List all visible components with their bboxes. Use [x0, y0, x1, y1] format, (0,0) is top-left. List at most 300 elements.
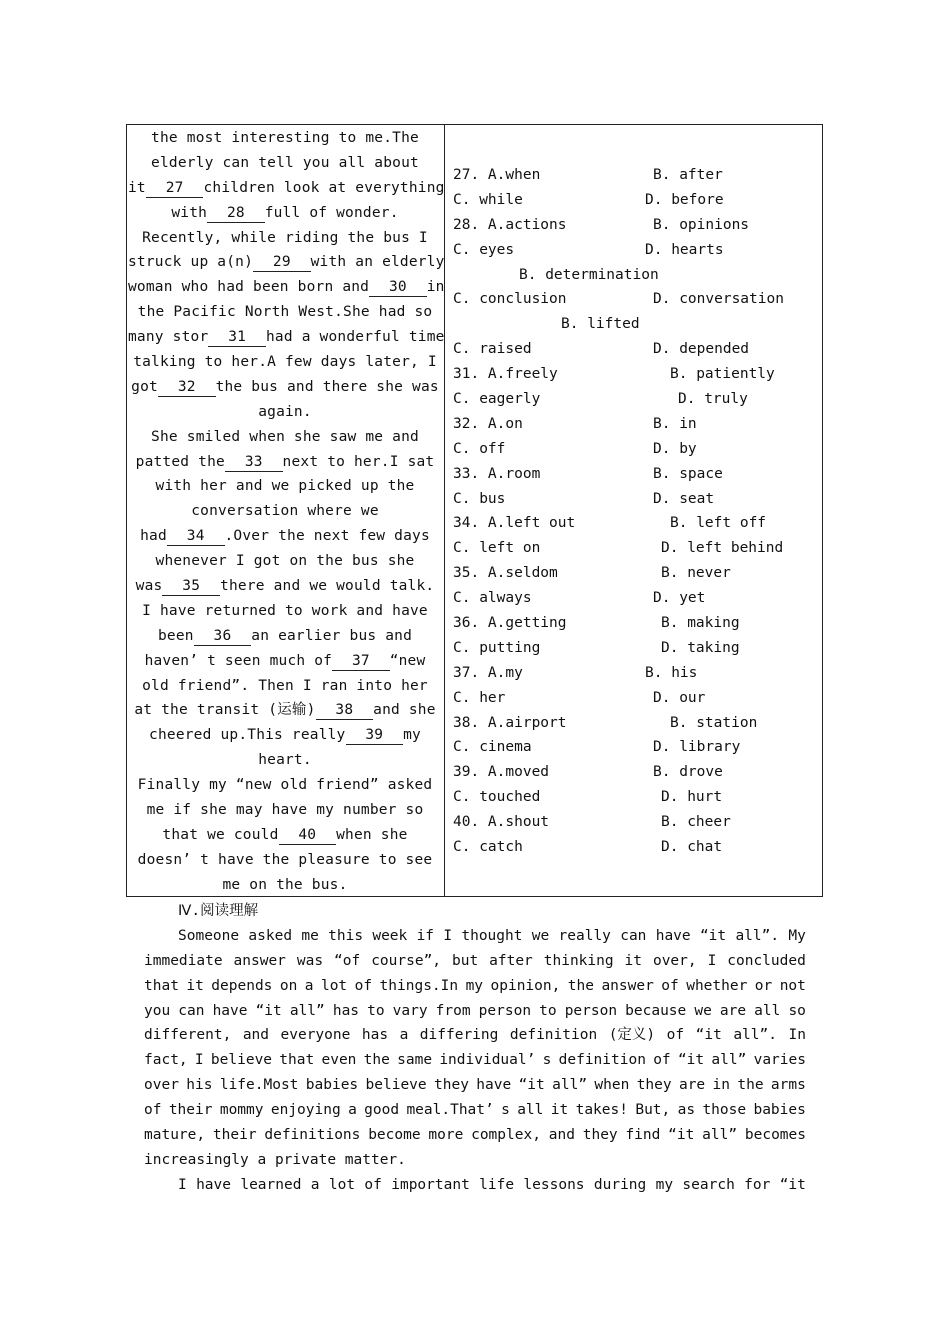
option-a: 31. A.freely: [453, 366, 558, 383]
word: that: [144, 977, 179, 994]
word: we: [694, 1002, 712, 1019]
column-divider: [444, 124, 445, 897]
word: I: [178, 1176, 187, 1193]
word: from: [435, 1002, 471, 1019]
word: after: [489, 952, 533, 969]
blank-number: 36: [195, 627, 250, 644]
passage-line: Finally my “new old friend” asked: [137, 777, 433, 794]
word: can: [620, 927, 647, 944]
word: answer: [601, 977, 654, 994]
option-a: 35. A.seldom: [453, 565, 558, 582]
line-text: struck up a(n): [128, 254, 254, 271]
line-text: was: [135, 578, 163, 595]
word: I: [443, 927, 453, 944]
word: all: [754, 1002, 781, 1019]
option-a: C. putting: [453, 639, 541, 656]
line-text: my: [403, 727, 421, 744]
option-a: C. her: [453, 689, 506, 706]
option-a: 38. A.airport: [453, 714, 567, 731]
word: on: [279, 977, 298, 994]
word: not: [779, 977, 806, 994]
word: of: [653, 1052, 671, 1069]
passage-line: with her and we picked up the: [155, 478, 415, 495]
option-a: C. catch: [453, 839, 523, 856]
option-row: [453, 437, 818, 462]
passage-line: [128, 250, 445, 275]
word: but: [451, 952, 479, 969]
word: over: [144, 1077, 179, 1094]
line-text: cheered up.This really: [149, 727, 346, 744]
word: of: [666, 1027, 685, 1044]
option-row: [453, 462, 818, 487]
word: all”.: [735, 927, 780, 944]
word: my: [655, 1176, 674, 1193]
word: definition: [509, 1027, 598, 1044]
word: answer: [233, 952, 286, 969]
word: even: [321, 1052, 357, 1069]
passage-line: again.: [258, 403, 312, 420]
word: search: [682, 1176, 735, 1193]
word: we: [531, 927, 550, 944]
word: it: [550, 1102, 569, 1119]
reading-line: [144, 924, 806, 949]
word: it: [186, 977, 204, 994]
word: “of: [334, 952, 361, 969]
word: a: [310, 1176, 320, 1193]
word: of: [364, 1176, 382, 1193]
option-a: 28. A.actions: [453, 216, 567, 233]
word: thinking: [543, 952, 614, 969]
word: has: [332, 1002, 360, 1019]
word: “it: [677, 1052, 705, 1069]
word: during: [593, 1176, 647, 1193]
word: those: [702, 1102, 747, 1119]
option-a: C. while: [453, 191, 523, 208]
option-a: C. left on: [453, 540, 541, 557]
option-row: [453, 287, 818, 312]
word: my: [465, 977, 484, 994]
blank-number: 34: [168, 528, 223, 545]
option-b: D. taking: [661, 639, 740, 656]
word: for: [744, 1176, 771, 1193]
line-text: that we could: [162, 826, 279, 843]
option-a: 37. A.my: [453, 664, 523, 681]
line-text: with an elderly: [310, 254, 445, 271]
option-row: [453, 188, 818, 213]
word: really: [558, 927, 611, 944]
passage-line: [128, 698, 442, 723]
option-row: [453, 263, 818, 288]
option-row: [453, 387, 818, 412]
passage-line: conversation where we: [191, 503, 379, 520]
word: takes!: [575, 1102, 628, 1119]
blank-number: 27: [147, 179, 202, 196]
passage-line: [128, 375, 442, 400]
word: so: [788, 1002, 806, 1019]
option-b: B. lifted: [561, 316, 640, 333]
reading-line: [144, 999, 806, 1024]
passage-line: whenever I got on the bus she: [155, 553, 415, 570]
word: become: [368, 1127, 421, 1144]
blank-number: 39: [347, 727, 402, 744]
option-a: C. touched: [453, 789, 541, 806]
word: was: [296, 952, 324, 969]
line-text: been: [157, 627, 194, 644]
word: the: [737, 1077, 764, 1094]
word: find: [625, 1127, 661, 1144]
option-row: [453, 686, 818, 711]
word: when: [594, 1077, 630, 1094]
blank-number: 29: [255, 254, 309, 271]
passage-line: [128, 275, 445, 300]
option-row: [453, 511, 818, 536]
option-b: D. library: [653, 739, 741, 756]
option-b: B. opinions: [653, 216, 750, 233]
line-text: children look at everything: [203, 179, 445, 196]
option-b: B. never: [661, 565, 731, 582]
word: of: [354, 977, 373, 994]
passage-line: me on the bus.: [222, 876, 348, 893]
option-row: [453, 810, 818, 835]
option-row: [453, 412, 818, 437]
passage-line: [128, 176, 445, 201]
option-a: C. eagerly: [453, 391, 541, 408]
word: asked: [248, 927, 293, 944]
passage-line: [128, 649, 442, 674]
word: if: [416, 927, 435, 944]
option-b: B. patiently: [670, 366, 775, 383]
word: learned: [240, 1176, 302, 1193]
section-heading: Ⅳ.阅读理解: [178, 903, 259, 919]
word: “it: [779, 1176, 806, 1193]
word: becomes: [744, 1127, 806, 1144]
word: have: [196, 1176, 231, 1193]
word: s: [501, 1102, 510, 1119]
word: in: [712, 1077, 730, 1094]
passage-line: [128, 524, 442, 549]
option-a: C. raised: [453, 341, 532, 358]
word: “it: [695, 1027, 722, 1044]
option-row: [453, 561, 818, 586]
passage-line: talking to her.A few days later, I: [133, 354, 437, 371]
word: babies: [753, 1102, 806, 1119]
word: they: [582, 1127, 618, 1144]
word: their: [212, 1127, 257, 1144]
passage-line: heart.: [258, 752, 312, 769]
blank-number: 30: [371, 279, 425, 296]
option-row: [453, 536, 818, 561]
word: meal.That’: [406, 1102, 494, 1119]
option-a: 32. A.on: [453, 415, 523, 432]
word: the: [363, 1052, 390, 1069]
blank-number: 33: [226, 453, 281, 470]
word: are: [678, 1077, 706, 1094]
word: to: [367, 1002, 385, 1019]
word: the: [567, 977, 594, 994]
line-text: full of wonder.: [264, 204, 399, 221]
word: have: [476, 1077, 512, 1094]
option-a: 33. A.room: [453, 465, 541, 482]
option-row: [453, 636, 818, 661]
option-row: [453, 163, 818, 188]
word: you: [144, 1002, 171, 1019]
word: thought: [461, 927, 523, 944]
line-text: it: [128, 179, 146, 196]
word: all”: [711, 1052, 747, 1069]
option-a: C. always: [453, 590, 532, 607]
word: s: [542, 1052, 552, 1069]
reading-line: [144, 1098, 806, 1123]
word: Someone: [178, 927, 240, 944]
passage-line: Recently, while riding the bus I: [142, 229, 428, 246]
blank-number: 28: [209, 204, 263, 221]
option-row: [453, 735, 818, 760]
blank-number: 40: [280, 826, 335, 843]
option-row: [453, 213, 818, 238]
option-b: D. depended: [653, 341, 750, 358]
option-b: D. yet: [653, 590, 706, 607]
word: and: [242, 1027, 270, 1044]
word: same: [397, 1052, 433, 1069]
word: “it: [518, 1077, 545, 1094]
word: over,: [652, 952, 697, 969]
option-b: B. after: [653, 167, 723, 183]
word: his: [186, 1077, 213, 1094]
word: a: [399, 1027, 409, 1044]
blank-number: 38: [317, 702, 372, 719]
word: course”,: [371, 952, 442, 969]
option-a: C. cinema: [453, 739, 532, 756]
option-a: C. conclusion: [453, 291, 567, 308]
option-b: B. left off: [670, 515, 767, 532]
word: good: [364, 1102, 400, 1119]
word: they: [434, 1077, 469, 1094]
word: life: [479, 1176, 515, 1193]
option-row: [453, 785, 818, 810]
passage-line: the most interesting to me.The: [151, 130, 419, 146]
option-a: C. eyes: [453, 241, 515, 258]
word: has: [361, 1027, 389, 1044]
word: week: [372, 927, 408, 944]
option-row: [453, 337, 818, 362]
option-row: [453, 711, 818, 736]
word: person: [478, 1002, 532, 1019]
option-b: D. before: [645, 191, 724, 208]
blank-number: 35: [164, 578, 219, 595]
word: things.In: [379, 977, 459, 994]
word: that: [279, 1052, 315, 1069]
line-text: when she: [336, 826, 408, 843]
word: differing: [419, 1027, 499, 1044]
word: their: [168, 1102, 213, 1119]
word: babies: [305, 1077, 359, 1094]
word: more: [428, 1127, 464, 1144]
line-text: .Over the next few days: [224, 528, 430, 545]
word: mommy: [219, 1102, 264, 1119]
word: a: [348, 1102, 357, 1119]
word: of: [144, 1102, 162, 1119]
word: are: [719, 1002, 747, 1019]
word: “it: [699, 927, 727, 944]
reading-line: [144, 1173, 806, 1198]
word: a: [304, 977, 314, 994]
option-b: D. conversation: [653, 291, 784, 308]
option-b: D. left behind: [661, 540, 784, 557]
option-b: D. our: [653, 689, 706, 706]
option-row: [453, 760, 818, 785]
word: as: [677, 1102, 696, 1119]
answer-options: [453, 163, 818, 860]
word: all”: [289, 1002, 325, 1019]
reading-passage: [144, 899, 806, 1198]
word: because: [625, 1002, 687, 1019]
word: me: [301, 927, 319, 944]
word: all”.: [733, 1027, 777, 1044]
option-row: [453, 312, 818, 337]
word: can: [178, 1002, 205, 1019]
word: definitions: [264, 1127, 361, 1144]
word: important: [391, 1176, 470, 1193]
reading-line: [144, 949, 806, 974]
line-text: and she: [373, 702, 436, 719]
word: arms: [770, 1077, 806, 1094]
word: (定义): [608, 1027, 656, 1044]
word: believe: [210, 1052, 273, 1069]
word: immediate: [144, 952, 223, 969]
passage-line: [128, 823, 442, 848]
passage-line: [128, 201, 442, 226]
word: lessons: [523, 1176, 585, 1193]
word: believe: [365, 1077, 427, 1094]
passage-line: I have returned to work and have: [142, 602, 428, 619]
word: everyone: [280, 1027, 351, 1044]
line-text: many stor: [128, 329, 209, 346]
line-text: woman who had been born and: [128, 279, 370, 296]
word: lot: [320, 977, 348, 994]
word: all”: [702, 1127, 738, 1144]
line-text: there and we would talk.: [220, 578, 435, 595]
word: of: [661, 977, 679, 994]
option-a: C. bus: [453, 490, 506, 507]
option-b: B. cheer: [661, 814, 731, 831]
option-b: B. his: [645, 664, 698, 681]
option-b: B. station: [670, 714, 758, 731]
option-a: 34. A.left out: [453, 515, 576, 532]
passage-line: [128, 325, 445, 350]
word: lot: [328, 1176, 356, 1193]
option-b: D. hurt: [661, 789, 723, 806]
option-b: B. drove: [653, 764, 723, 781]
word: all: [517, 1102, 544, 1119]
option-a: 27. A.when: [453, 167, 541, 183]
option-row: [453, 835, 818, 860]
word: and: [548, 1127, 575, 1144]
word: In: [788, 1027, 806, 1044]
word: this: [328, 927, 364, 944]
line-text: patted the: [135, 453, 225, 470]
word: fact,: [144, 1052, 188, 1069]
option-a: 40. A.shout: [453, 814, 550, 831]
line-text: an earlier bus and: [251, 627, 413, 644]
word: “it: [255, 1002, 282, 1019]
reading-line: [144, 1023, 806, 1048]
blank-number: 32: [159, 378, 214, 395]
word: they: [636, 1077, 672, 1094]
option-row: [453, 238, 818, 263]
word: or: [754, 977, 773, 994]
reading-line: increasingly a private matter.: [144, 1151, 406, 1168]
option-b: B. space: [653, 465, 723, 482]
word: have: [212, 1002, 248, 1019]
line-text: “new: [389, 652, 426, 669]
option-b: D. seat: [653, 490, 715, 507]
option-row: [453, 586, 818, 611]
word: I: [707, 952, 717, 969]
option-b: B. in: [653, 415, 697, 432]
cloze-passage: [128, 126, 445, 898]
option-row: [453, 487, 818, 512]
word: opinion,: [490, 977, 561, 994]
reading-line: [144, 1123, 806, 1148]
option-b: B. determination: [519, 266, 659, 283]
passage-line: [128, 574, 442, 599]
word: mature,: [144, 1127, 206, 1144]
option-b: B. making: [661, 615, 740, 632]
option-b: D. hearts: [645, 241, 724, 258]
option-a: C. off: [453, 440, 506, 457]
word: I: [194, 1052, 204, 1069]
heading-spacer: [144, 899, 806, 924]
option-b: D. truly: [678, 391, 748, 408]
word: person: [564, 1002, 618, 1019]
word: vary: [392, 1002, 428, 1019]
word: But,: [635, 1102, 671, 1119]
passage-line: [128, 624, 442, 649]
word: life.Most: [219, 1077, 299, 1094]
passage-line: me if she may have my number so: [146, 802, 424, 819]
line-text: had: [140, 528, 167, 545]
word: varies: [753, 1052, 806, 1069]
passage-line: doesn’ t have the pleasure to see: [137, 851, 433, 868]
word: different,: [144, 1027, 232, 1044]
word: complex,: [471, 1127, 541, 1144]
line-text: with: [171, 204, 208, 221]
option-row: [453, 611, 818, 636]
passage-line: old friend”. Then I ran into her: [142, 677, 428, 694]
reading-line: [144, 1073, 806, 1098]
word: enjoying: [270, 1102, 341, 1119]
option-a: 39. A.moved: [453, 764, 550, 781]
line-text: next to her.I sat: [282, 453, 435, 470]
line-text: at the transit (运输): [134, 702, 316, 719]
blank-number: 37: [334, 652, 388, 669]
word: whether: [686, 977, 748, 994]
word: depends: [211, 977, 273, 994]
line-text: had a wonderful time: [265, 329, 445, 346]
word: all”: [552, 1077, 588, 1094]
passage-line: the Pacific North West.She had so: [137, 304, 433, 321]
word: concluded: [727, 952, 806, 969]
line-text: haven’ t seen much of: [144, 652, 333, 669]
word: have: [655, 927, 691, 944]
blank-number: 31: [210, 329, 264, 346]
option-row: [453, 661, 818, 686]
passage-line: She smiled when she saw me and: [151, 428, 419, 445]
line-text: in: [426, 279, 445, 296]
word: individual’: [439, 1052, 536, 1069]
word: definition: [558, 1052, 646, 1069]
reading-line: [144, 1048, 806, 1073]
